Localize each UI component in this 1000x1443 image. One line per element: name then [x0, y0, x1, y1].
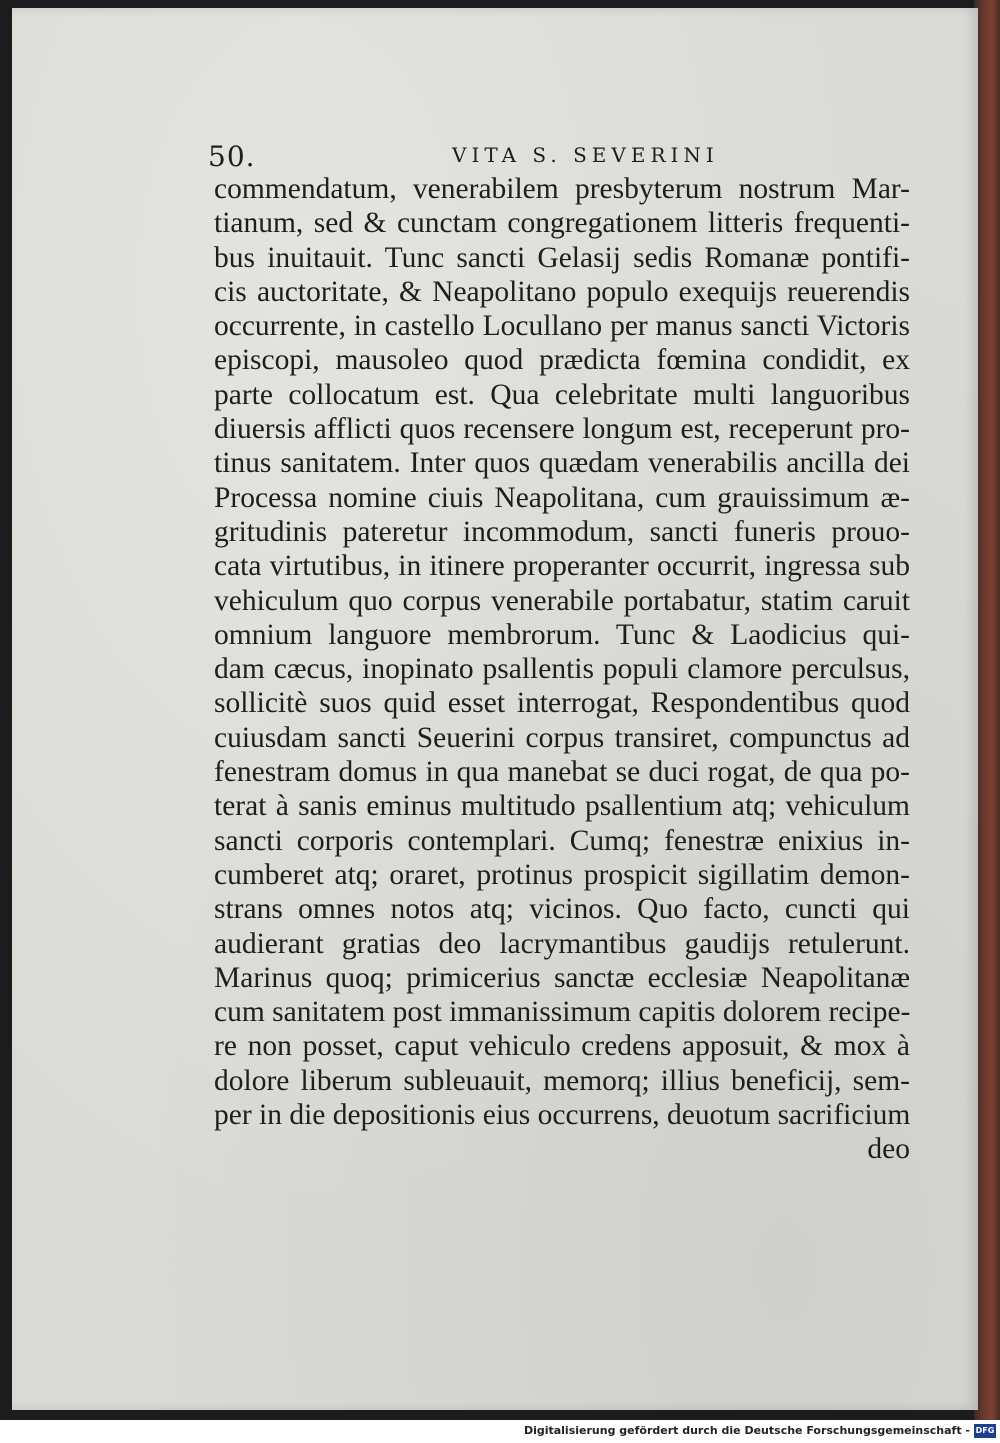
text-line: dolore liberum subleuauit, memorq; illius beneficij, sem- [214, 1064, 910, 1097]
text-line: strans omnes notos atq; vicinos. Quo facto, cuncti qui [214, 893, 910, 926]
text-line: Processa nomine ciuis Neapolitana, cum grauissimum æ- [214, 481, 910, 514]
running-title: VITA S. SEVERINI [452, 143, 719, 167]
text-line: omnium languore membrorum. Tunc & Laodicius qui- [214, 618, 910, 651]
funding-credit: Digitalisierung gefördert durch die Deutsche Forschungsgemeinschaft - [523, 1424, 970, 1437]
text-line: episcopi, mausoleo quod prædicta fœmina condidit, ex [214, 344, 910, 377]
text-line: diuersis afflicti quos recensere longum est, receperunt pro- [214, 413, 910, 446]
text-line: commendatum, venerabilem presbyterum nostrum Mar- [214, 173, 910, 205]
text-line: re non posset, caput vehiculo credens apposuit, & mox à [214, 1030, 910, 1063]
text-line: per in die depositionis eius occurrens, deuotum sacrificium [214, 1099, 910, 1132]
text-line: sollicitè suos quid esset interrogat, Respondentibus quod [214, 687, 910, 720]
text-line: sancti corporis contemplari. Cumq; fenestræ enixius in- [214, 824, 910, 857]
text-line: vehiculum quo corpus venerabile portabatur, statim caruit [214, 584, 910, 617]
text-line: gritudinis pateretur incommodum, sancti funeris prouo- [214, 515, 910, 548]
text-line: terat à sanis eminus multitudo psallentium atq; vehiculum [214, 790, 910, 823]
catchword: deo [867, 1133, 910, 1166]
text-line: cis auctoritate, & Neapolitano populo exequijs reuerendis [214, 275, 910, 308]
text-line: audierant gratias deo lacrymantibus gaudijs retulerunt. [214, 927, 910, 960]
text-line: tinus sanitatem. Inter quos quædam venerabilis ancilla dei [214, 447, 910, 480]
text-line: fenestram domus in qua manebat se duci rogat, de qua po- [214, 756, 910, 789]
text-line: cum sanitatem post immanissimum capitis dolorem recipe- [214, 996, 910, 1029]
text-line: cuiusdam sancti Seuerini corpus transiret, compunctus ad [214, 721, 910, 754]
text-line: cumberet atq; oraret, protinus prospicit sigillatim demon- [214, 858, 910, 891]
text-line: Marinus quoq; primicerius sanctæ ecclesiæ Neapolitanæ [214, 961, 910, 994]
text-line: dam cæcus, inopinato psallentis populi clamore perculsus, [214, 653, 910, 686]
text-line: bus inuitauit. Tunc sancti Gelasij sedis Romanæ pontifi- [214, 241, 910, 274]
text-line: cata virtutibus, in itinere properanter occurrit, ingressa sub [214, 550, 910, 583]
dfg-logo: DFG [974, 1424, 996, 1438]
text-line: parte collocatum est. Qua celebritate multi languoribus [214, 378, 910, 411]
body-text [214, 172, 910, 1167]
text-line: occurrente, in castello Locullano per manus sancti Victoris [214, 310, 910, 343]
text-line: tianum, sed & cunctam congregationem litteris frequenti- [214, 207, 910, 240]
page-number: 50. [208, 140, 256, 173]
digitization-footer [0, 1420, 1000, 1443]
page-header [208, 140, 908, 174]
